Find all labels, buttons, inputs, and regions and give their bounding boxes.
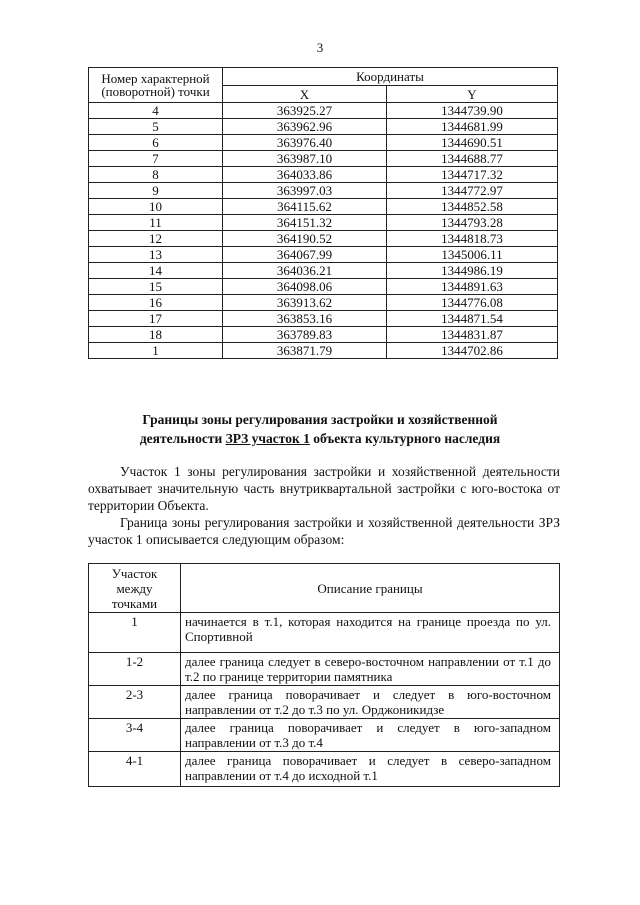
section-header-line: Участок — [111, 565, 158, 581]
page-number: 3 — [316, 40, 324, 55]
point-number-cell: 12 — [89, 231, 223, 247]
y-coordinate-cell: 1344852.58 — [387, 199, 558, 215]
section-header-line: между — [116, 580, 153, 596]
point-number-cell: 11 — [89, 215, 223, 231]
x-coordinate-cell: 364098.06 — [223, 279, 387, 295]
point-number-cell: 9 — [89, 183, 223, 199]
y-coordinate-cell: 1344776.08 — [387, 295, 558, 311]
description-column-header: Описание границы — [181, 564, 560, 613]
section-header-line: точками — [111, 595, 158, 611]
heading-line-1: Границы зоны регулирования застройки и хозяйственной — [142, 412, 498, 427]
coordinate-row — [89, 199, 558, 215]
point-number-cell: 17 — [89, 311, 223, 327]
y-coordinate-cell: 1344986.19 — [387, 263, 558, 279]
y-column-header: Y — [387, 86, 558, 103]
section-heading — [60, 410, 580, 448]
x-coordinate-cell: 364115.62 — [223, 199, 387, 215]
x-coordinate-cell: 363925.27 — [223, 103, 387, 119]
y-coordinate-cell: 1344871.54 — [387, 311, 558, 327]
y-coordinate-cell: 1344681.99 — [387, 119, 558, 135]
heading-line-2-post: объекта культурного наследия — [309, 431, 501, 446]
boundary-row — [89, 653, 560, 686]
x-coordinate-cell: 363997.03 — [223, 183, 387, 199]
coordinate-row — [89, 311, 558, 327]
x-coordinate-cell: 364190.52 — [223, 231, 387, 247]
coordinate-row — [89, 119, 558, 135]
section-cell: 4-1 — [89, 752, 181, 787]
paragraph-boundary-intro — [88, 514, 560, 548]
point-number-cell: 15 — [89, 279, 223, 295]
coordinate-row — [89, 103, 558, 119]
coordinate-row — [89, 247, 558, 263]
paragraph-1-text: Участок 1 зоны регулирования застройки и хозяйственной деятельности охватывает значительную часть внутриквартальной застройки с юго-востока от территории Объекта. — [88, 464, 560, 513]
coordinate-row — [89, 135, 558, 151]
point-number-cell: 8 — [89, 167, 223, 183]
y-coordinate-cell: 1344793.28 — [387, 215, 558, 231]
x-coordinate-cell: 363976.40 — [223, 135, 387, 151]
x-coordinate-cell: 364033.86 — [223, 167, 387, 183]
section-column-header — [89, 564, 181, 613]
boundary-row — [89, 686, 560, 719]
heading-zone-name: ЗРЗ участок 1 — [225, 431, 310, 446]
point-number-cell: 1 — [89, 343, 223, 359]
point-number-cell: 10 — [89, 199, 223, 215]
description-cell: далее граница поворачивает и следует в юго-западном направлении от т.3 до т.4 — [181, 719, 560, 752]
x-coordinate-cell: 364036.21 — [223, 263, 387, 279]
boundary-description-body — [89, 613, 560, 787]
paragraph-zone-description — [88, 463, 560, 514]
coordinate-row — [89, 167, 558, 183]
x-coordinate-cell: 363987.10 — [223, 151, 387, 167]
x-coordinate-cell: 363853.16 — [223, 311, 387, 327]
coordinate-row — [89, 151, 558, 167]
point-number-cell: 14 — [89, 263, 223, 279]
description-cell: далее граница следует в северо-восточном направлении от т.1 до т.2 по границе территории памятника — [181, 653, 560, 686]
coordinates-table — [88, 67, 558, 359]
coordinate-row — [89, 215, 558, 231]
x-coordinate-cell: 364067.99 — [223, 247, 387, 263]
y-coordinate-cell: 1344818.73 — [387, 231, 558, 247]
y-coordinate-cell: 1344739.90 — [387, 103, 558, 119]
coordinates-body — [89, 103, 558, 359]
coordinate-row — [89, 327, 558, 343]
boundary-row — [89, 719, 560, 752]
x-coordinate-cell: 363962.96 — [223, 119, 387, 135]
description-cell: далее граница поворачивает и следует в северо-западном направлении от т.4 до исходной т.1 — [181, 752, 560, 787]
y-coordinate-cell: 1345006.11 — [387, 247, 558, 263]
coordinate-row — [89, 279, 558, 295]
point-number-cell: 18 — [89, 327, 223, 343]
x-column-header: X — [223, 86, 387, 103]
x-coordinate-cell: 363871.79 — [223, 343, 387, 359]
point-number-cell: 7 — [89, 151, 223, 167]
point-number-cell: 16 — [89, 295, 223, 311]
point-number-cell: 5 — [89, 119, 223, 135]
section-cell: 2-3 — [89, 686, 181, 719]
coordinate-row — [89, 263, 558, 279]
point-number-cell: 13 — [89, 247, 223, 263]
point-column-header — [89, 68, 223, 103]
boundary-description-table — [88, 563, 560, 787]
y-coordinate-cell: 1344717.32 — [387, 167, 558, 183]
paragraph-2-text: Граница зоны регулирования застройки и хозяйственной деятельности ЗРЗ участок 1 описывается следующим образом: — [88, 515, 560, 547]
point-number-cell: 6 — [89, 135, 223, 151]
point-number-cell: 4 — [89, 103, 223, 119]
x-coordinate-cell: 363913.62 — [223, 295, 387, 311]
heading-line-2-pre: деятельности — [139, 431, 226, 446]
point-header-line: (поворотной) точки — [101, 84, 210, 99]
x-coordinate-cell: 364151.32 — [223, 215, 387, 231]
description-cell: начинается в т.1, которая находится на границе проезда по ул. Спортивной — [181, 613, 560, 653]
description-cell: далее граница поворачивает и следует в юго-восточном направлении от т.2 до т.3 по ул. Орджоникидзе — [181, 686, 560, 719]
x-coordinate-cell: 363789.83 — [223, 327, 387, 343]
boundary-row — [89, 613, 560, 653]
coordinate-row — [89, 183, 558, 199]
y-coordinate-cell: 1344772.97 — [387, 183, 558, 199]
section-cell: 3-4 — [89, 719, 181, 752]
coordinate-row — [89, 343, 558, 359]
y-coordinate-cell: 1344891.63 — [387, 279, 558, 295]
y-coordinate-cell: 1344690.51 — [387, 135, 558, 151]
coordinate-row — [89, 231, 558, 247]
y-coordinate-cell: 1344831.87 — [387, 327, 558, 343]
coordinates-header: Координаты — [223, 68, 558, 86]
section-cell: 1 — [89, 613, 181, 653]
point-header-line: Номер характерной — [101, 71, 210, 86]
y-coordinate-cell: 1344702.86 — [387, 343, 558, 359]
boundary-row — [89, 752, 560, 787]
section-cell: 1-2 — [89, 653, 181, 686]
y-coordinate-cell: 1344688.77 — [387, 151, 558, 167]
coordinate-row — [89, 295, 558, 311]
